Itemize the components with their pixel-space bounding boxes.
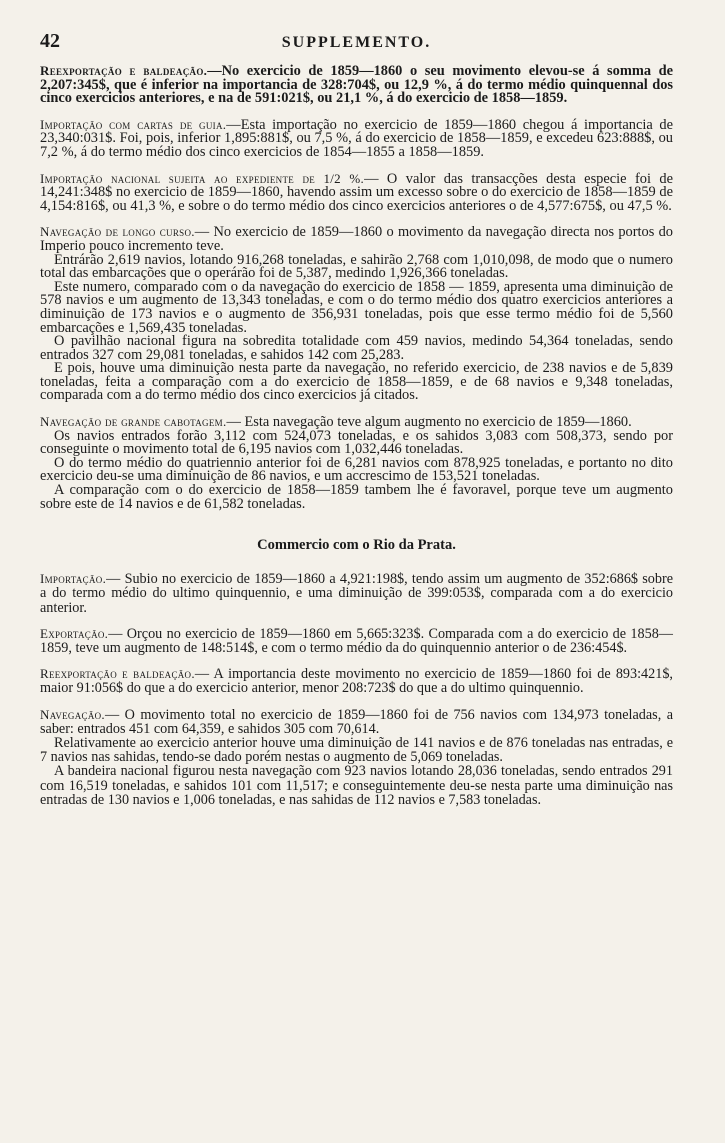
paragraph: Navegação de longo curso.— No exercicio de 1859—1860 o movimento da navegação directa nos portos do Imperio pouco incremento teve. (40, 224, 673, 254)
section-importacao (40, 572, 673, 615)
section-heading: Importação. (40, 571, 107, 587)
section-heading: Navegação de longo curso. (40, 224, 195, 240)
paragraph: A comparação com o do exercicio de 1858—1859 tambem lhe é favoravel, porque teve um augmento sobre este de 14 navios e de 61,582 toneladas. (40, 482, 673, 512)
section-navegacao-longo-curso (40, 225, 673, 403)
section-exportacao (40, 627, 673, 655)
paragraph: O do termo médio do quatriennio anterior foi de 6,281 navios com 878,925 toneladas, e portanto no dito exercicio deu-se uma diminuição de 86 navios, e um accrescimo de 153,521 toneladas. (40, 454, 673, 485)
section-importacao-cartas-guia (40, 118, 673, 160)
paragraph: E pois, houve uma diminuição nesta parte da navegação, no referido exercicio, de 238 navios e de 5,839 toneladas, feita a comparação com a do exercicio de 1858—1859, e de 68 navios e 9,348 toneladas, comparada com a do termo médio dos cinco exercicios já citados. (40, 360, 673, 404)
paragraph: Importação com cartas de guia.—Esta importação no exercicio de 1859—1860 chegou á importancia de 23,340:031$. Foi, pois, inferior 1,895:881$, ou 7,5 %, á do exercicio de 1858—1859, e excedeu 623:888$, ou 7,2 %, á do termo médio dos cinco exercicios de 1854—1855 a 1858—1859. (40, 116, 673, 160)
paragraph: Reexportação e baldeação.—No exercicio de 1859—1860 o seu movimento elevou-se á somma de 2,207:345$, que é inferior na importancia de 328:704$, ou 12,9 %, á do termo médio quinquennal dos cinco exercicios anteriores, e na de 591:021$, ou 21,1 %, á do exercicio de 1858—1859. (40, 63, 674, 107)
paragraph: Este numero, comparado com o da navegação do exercicio de 1858 — 1859, apresenta uma diminuição de 578 navios e um augmento de 13,343 toneladas, e com o do termo médio dos quatro exercicios anteriores a diminuição de 173 navios e o augmento de 356,931 toneladas, pois que esse termo médio foi de 5,560 embarcações e 1,569,435 toneladas. (40, 278, 673, 336)
section-heading: Navegação de grande cabotagem. (40, 414, 227, 430)
paragraph: Relativamente ao exercicio anterior houve uma diminuição de 141 navios e de 876 toneladas nas entradas, e 7 navios nas sahidas, tendo-se dado porém nestas o augmento de 5,069 toneladas. (40, 735, 673, 766)
section-navegacao-grande-cabotagem (40, 415, 673, 511)
paragraph: A bandeira nacional figurou nesta navegação com 923 navios lotando 28,036 toneladas, sendo entrados 291 com 16,519 toneladas, e sahidos 101 com 11,517; e conseguintemente deu-se nesta parte uma diminuição nas entradas de 130 navios e 1,006 toneladas, e nas sahidas de 112 navios e 7,583 toneladas. (40, 763, 673, 808)
subtitle-rio-da-prata: Commercio com o Rio da Prata. (257, 537, 456, 554)
section-heading: Exportação. (40, 625, 109, 641)
running-header (40, 30, 673, 56)
paragraph: Os navios entrados forão 3,112 com 524,073 toneladas, e os sahidos 3,083 com 508,373, sendo por conseguinte o movimento total de 6,195 navios com 1,032,446 toneladas. (40, 427, 673, 458)
section-heading: Navegação. (40, 706, 105, 722)
page-number: 42 (40, 30, 60, 52)
paragraph: Entrárão 2,619 navios, lotando 916,268 toneladas, e sahirão 2,768 com 1,010,098, de modo que o numero total das embarcações que o operárão foi de 5,387, medindo 1,926,366 toneladas. (40, 251, 673, 282)
paragraph: Importação.— Subio no exercicio de 1859—1860 a 4,921:198$, tendo assim um augmento de 352:686$ sobre a do termo médio do ultimo quinquennio, e uma diminuição de 399:053$, comparada com a do exercicio anterior. (40, 571, 673, 616)
paragraph: Importação nacional sujeita ao expediente de 1/2 %.— O valor das transacções desta especie foi de 14,241:348$ no exercicio de 1859—1860, havendo assim um excesso sobre o do exercicio de 1858—1859 de 4,154:816$, ou 41,3 %, e sobre o do termo médio dos cinco exercicios anteriores o de 4,577:675$, ou 47,5 %. (40, 170, 674, 214)
section-heading: Importação com cartas de guia. (40, 116, 227, 132)
paragraph: Navegação de grande cabotagem.— Esta navegação teve algum augmento no exercicio de 1859—1860. (40, 414, 632, 431)
paragraph: Navegação.— O movimento total no exercicio de 1859—1860 foi de 756 navios com 134,973 toneladas, a saber: entrados 451 com 64,359, e sahidos 305 com 70,614. (40, 706, 673, 737)
section-reexportacao (40, 64, 673, 106)
running-title: SUPPLEMENTO. (281, 34, 432, 51)
section-importacao-nacional (40, 172, 673, 214)
section-navegacao (40, 708, 673, 807)
section-reexportacao-prata (40, 667, 673, 695)
paragraph: Exportação.— Orçou no exercicio de 1859—1860 em 5,665:323$. Comparada com a do exercicio de 1858—1859, teve um augmento de 148:514$, e com o termo médio da do quinquennio anterior o de 236:454$. (40, 625, 673, 657)
paragraph: Reexportação e baldeação.— A importancia deste movimento no exercicio de 1859—1860 foi de 893:421$, maior 91:056$ do que a do exercicio anterior, menor 208:723$ do que a do ultimo quinquennio. (40, 666, 673, 697)
paragraph: O pavilhão nacional figura na sobredita totalidade com 459 navios, medindo 54,364 toneladas, sendo entrados 327 com 29,081 toneladas, e sahidos 142 com 25,283. (40, 333, 673, 363)
rio-da-prata-sections (40, 572, 673, 807)
section-heading: Reexportação e baldeação. (40, 666, 195, 682)
section-heading: Reexportação e baldeação. (40, 63, 208, 78)
section-heading: Importação nacional sujeita ao expediente de 1/2 %. (40, 170, 365, 186)
